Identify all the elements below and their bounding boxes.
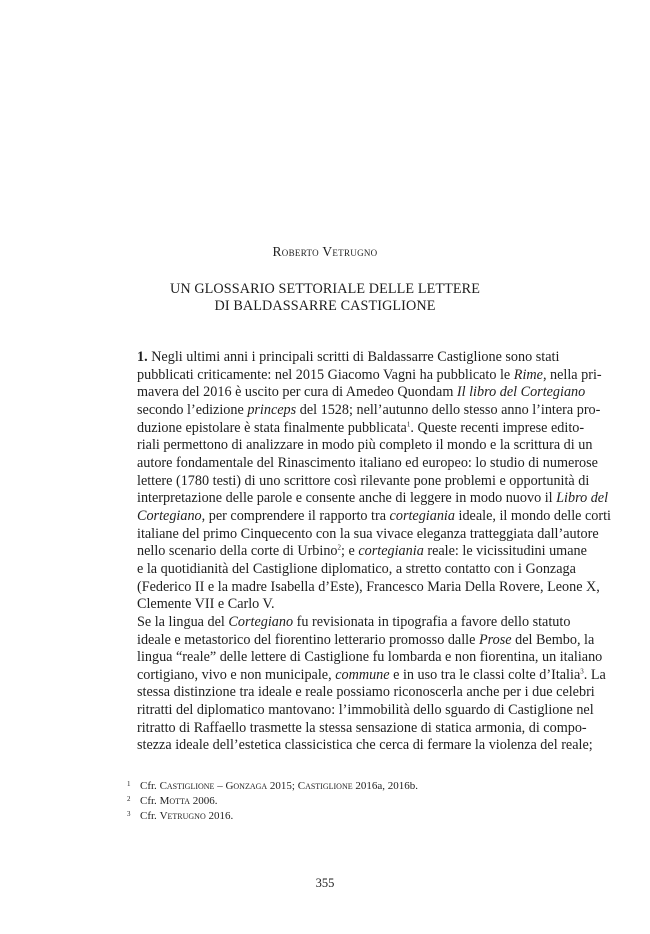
text-line: autore fondamentale del Rinascimento italiano ed europeo: lo studio di numerose [137,454,598,471]
page-number: 355 [315,876,335,890]
footnote-ref-1[interactable]: 1 [406,419,411,428]
section-number: 1. [137,349,148,365]
title-line-1: UN GLOSSARIO SETTORIALE DELLE LETTERE [169,281,480,297]
text-line: interpretazione delle parole e consente anche di leggere in modo nuovo il Libro del [137,490,609,507]
footnote-text: Cfr. Vetrugno 2016. [140,810,234,823]
footnotes [127,779,527,825]
footnote-ref-2[interactable]: 2 [337,543,342,552]
text-line: stessa distinzione tra ideale e reale possiamo riconoscerla anche per i due celebri [137,684,595,701]
text-line: lingua “reale” delle lettere di Castiglione fu lombarda e non fiorentina, un italiano [137,649,603,666]
text-line: riali permettono di analizzare in modo più completo il mondo e la scrittura di un [137,437,593,454]
title-line-2: DI BALDASSARRE CASTIGLIONE [214,298,436,314]
text-line: ritratti del diplomatico mantovano: l’immobilità dello sguardo di Castiglione nel [137,702,594,719]
text-line: 1. Negli ultimi anni i principali scritti di Baldassarre Castiglione sono stati [137,349,560,365]
text-line: secondo l’edizione princeps del 1528; nell’autunno dello stesso anno l’intera pro- [137,401,601,418]
footnote-ref-3[interactable]: 3 [580,667,584,676]
text-line: pubblicati criticamente: nel 2015 Giacomo Vagni ha pubblicato le Rime, nella pri- [137,366,602,383]
text-line: ideale e metastorico del fiorentino letterario promosso dalle Prose del Bembo, la [137,631,595,648]
text-line: mavera del 2016 è uscito per cura di Amedeo Quondam Il libro del Cortegiano [137,384,586,401]
text-line: Cortegiano, per comprendere il rapporto tra cortegiania ideale, il mondo delle corti [137,507,611,524]
text-line: Se la lingua del Cortegiano fu revisionata in tipografia a favore dello statuto [137,613,571,630]
footnote-3 [127,809,527,824]
article-body [117,349,611,755]
footnote-text: Cfr. Castiglione – Gonzaga 2015; Castiglione 2016a, 2016b. [140,780,419,792]
footnote-number: 1 [127,780,131,788]
text-line: lettere (1780 testi) di uno scrittore così rilevante pone problemi e opportunità di [137,472,590,489]
text-line: cortigiano, vivo e non municipale, commune e in uso tra le classi colte d’Italia$^3$. La [137,666,606,683]
text-line: ritratto di Raffaello trasmette la stessa sensazione di statica armonia, di compo- [137,719,587,736]
text-line: stezza ideale dell’estetica classicistica che cerca di fermare la violenza del reale; [137,737,593,754]
text-line: Clemente VII e Carlo V. [137,596,275,613]
text-line: duzione epistolare è stata finalmente pubblicata$^1$. Queste recenti imprese edito- [137,419,585,436]
text-line: (Federico II e la madre Isabella d’Este), Francesco Maria Della Rovere, Leone X, [137,578,600,595]
text-line: nello scenario della corte di Urbino$^2$; e cortegiania reale: le vicissitudini umane [137,543,587,560]
text-line: italiane del primo Cinquecento con la sua vivace eleganza tratteggiata dall’autore [137,525,599,542]
paragraph-2 [117,613,606,755]
author-name: Roberto Vetrugno [272,244,378,259]
article-title [0,281,650,315]
footnote-2 [127,794,527,809]
text-line: e la quotidianità del Castiglione diplomatico, a stretto contatto con i Gonzaga [137,560,576,577]
footnote-text: Cfr. Motta 2006. [140,795,218,808]
footnote-number: 2 [127,795,131,804]
footnote-1 [127,779,527,794]
paragraph-1 [117,349,611,614]
footnote-number: 3 [127,810,131,819]
